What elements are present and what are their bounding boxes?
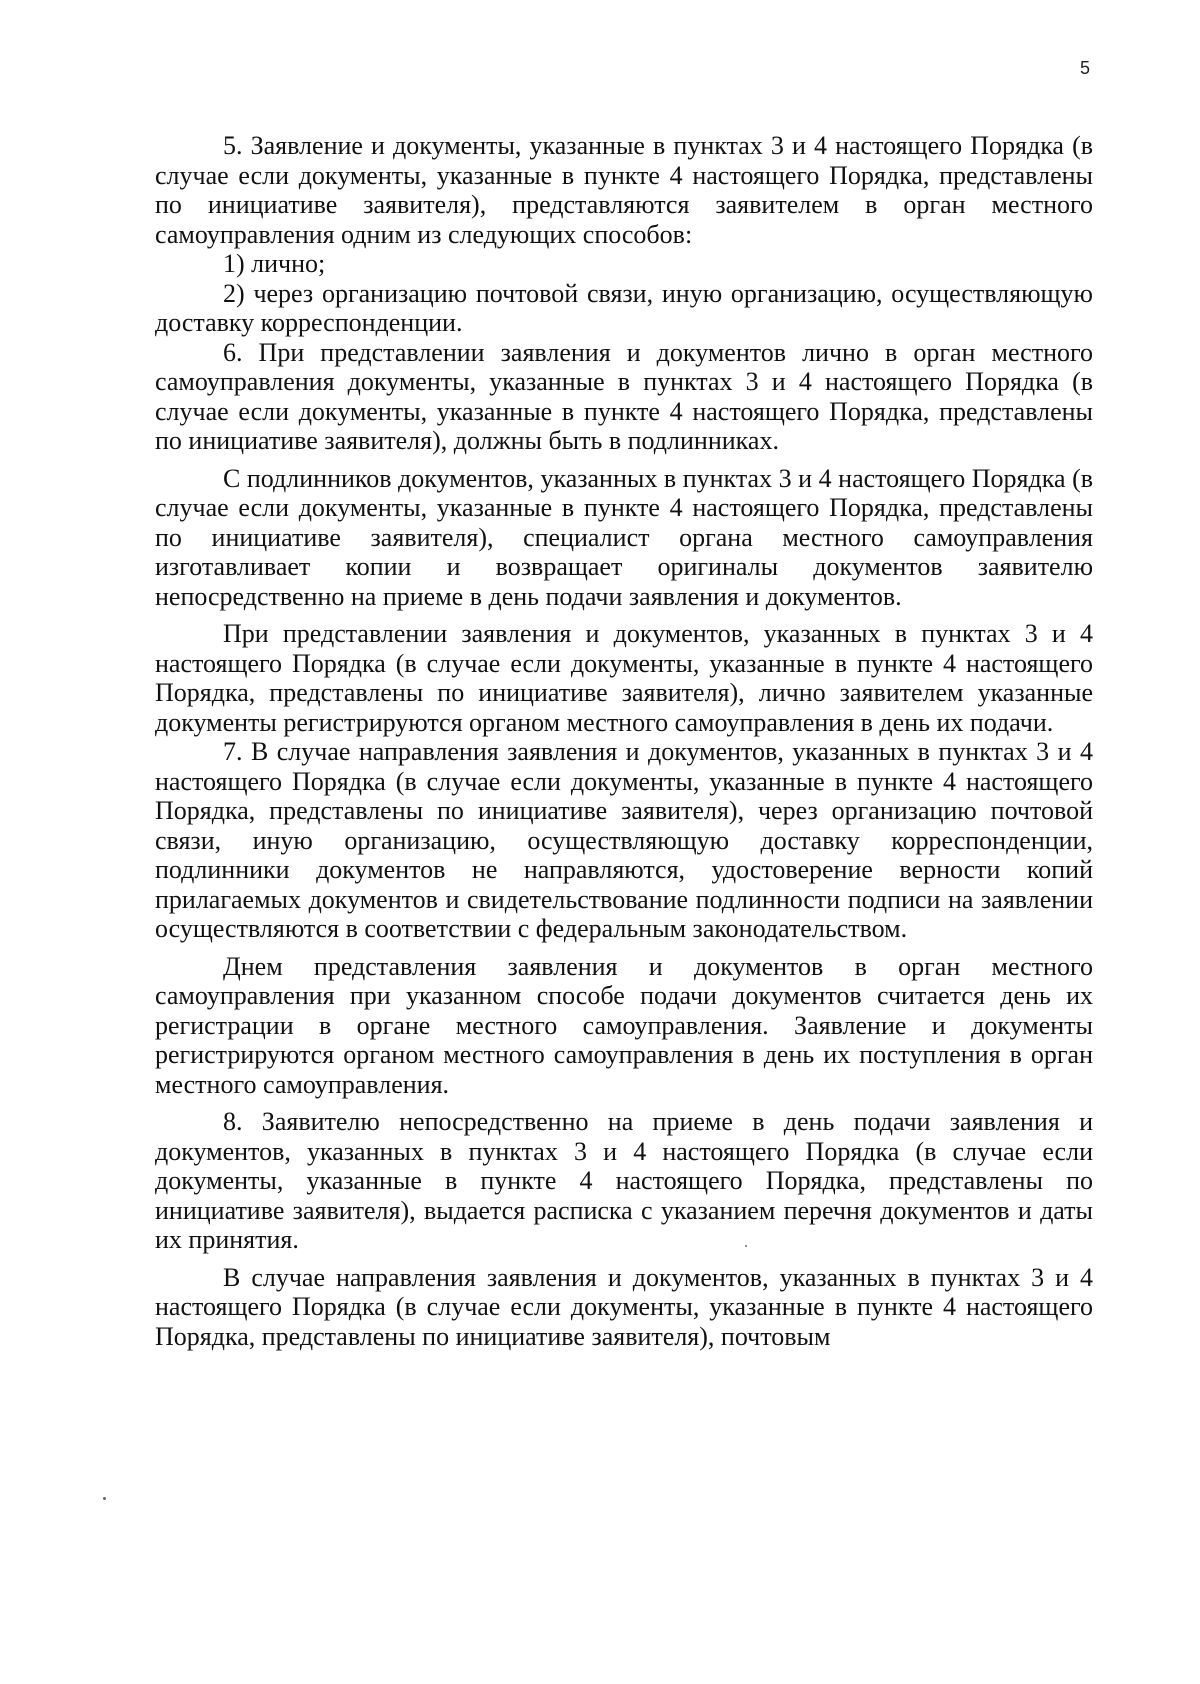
document-body bbox=[155, 131, 1093, 1351]
scan-speck bbox=[103, 1497, 106, 1500]
paragraph-8: 8. Заявителю непосредственно на приеме в день подачи заявления и документов, указанных в пунктах 3 и 4 настоящего Порядка (в случае если документы, указанные в пункте 4 настоящего Порядка, представлены по инициативе заявителя), выдается расписка с указанием перечня документов и даты их принятия. bbox=[155, 1107, 1093, 1254]
paragraph-7: 7. В случае направления заявления и документов, указанных в пунктах 3 и 4 настоящего Порядка (в случае если документы, указанные в пункте 4 настоящего Порядка, представлены по инициативе заявителя), через организацию почтовой связи, иную организацию, осуществляющую доставку корреспонденции, подлинники документов не направляются, удостоверение верности копий прилагаемых документов и свидетельствование подлинности подписи на заявлении осуществляются в соответствии с федеральным законодательством. bbox=[155, 737, 1093, 943]
list-item-2: 2) через организацию почтовой связи, иную организацию, осуществляющую доставку корреспонденции. bbox=[155, 278, 1093, 337]
paragraph-6-originals: С подлинников документов, указанных в пунктах 3 и 4 настоящего Порядка (в случае если документы, указанные в пункте 4 настоящего Порядка, представлены по инициативе заявителя), специалист органа местного самоуправления изготавливает копии и возвращает оригиналы документов заявителю непосредственно на приеме в день подачи заявления и документов. bbox=[155, 463, 1093, 611]
page-number: 5 bbox=[1080, 58, 1091, 78]
list-item-1: 1) лично; bbox=[223, 249, 326, 278]
scan-speck bbox=[745, 1245, 747, 1247]
paragraph-6: 6. При представлении заявления и документов лично в орган местного самоуправления документы, указанные в пунктах 3 и 4 настоящего Порядка (в случае если документы, указанные в пункте 4 настоящего Порядка, представлены по инициативе заявителя), должны быть в подлинниках. bbox=[155, 337, 1093, 455]
paragraph-6-registration: При представлении заявления и документов, указанных в пунктах 3 и 4 настоящего Порядка (в случае если документы, указанные в пункте 4 настоящего Порядка, представлены по инициативе заявителя), лично заявителем указанные документы регистрируются органом местного самоуправления в день их подачи. bbox=[155, 619, 1093, 737]
paragraph-5: 5. Заявление и документы, указанные в пунктах 3 и 4 настоящего Порядка (в случае если документы, указанные в пункте 4 настоящего Порядка, представлены по инициативе заявителя), представляются заявителем в орган местного самоуправления одним из следующих способов: bbox=[155, 131, 1093, 249]
paragraph-8-mail: В случае направления заявления и документов, указанных в пунктах 3 и 4 настоящего Порядка (в случае если документы, указанные в пункте 4 настоящего Порядка, представлены по инициативе заявителя), почтовым bbox=[155, 1262, 1093, 1351]
paragraph-7-submission-day: Днем представления заявления и документов в орган местного самоуправления при указанном способе подачи документов считается день их регистрации в органе местного самоуправления. Заявление и документы регистрируются органом местного самоуправления в день их поступления в орган местного самоуправления. bbox=[155, 951, 1093, 1099]
